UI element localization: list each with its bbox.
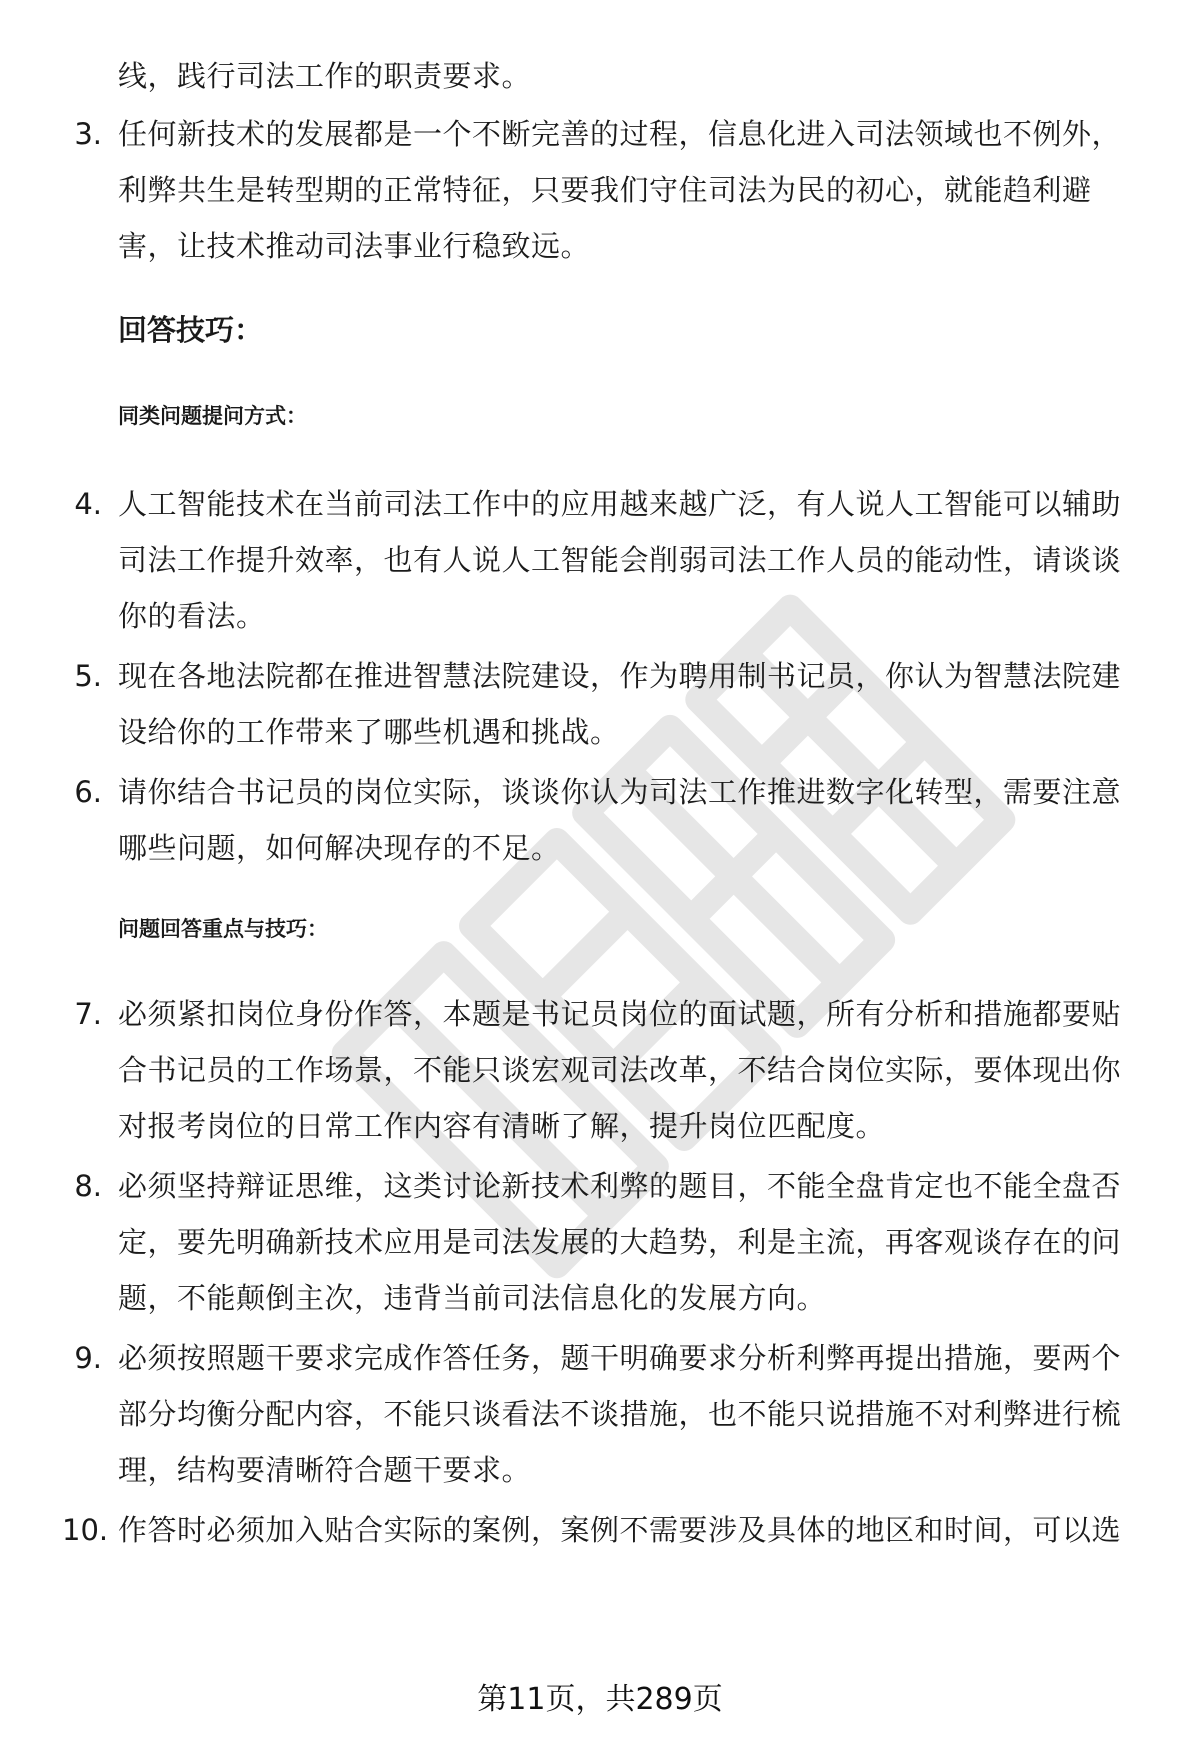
list-item-text: 设给你的工作带来了哪些机遇和挑战。 [118, 715, 620, 749]
list-item-text: 任何新技术的发展都是一个不断完善的过程，信息化进入司法领域也不例外， [118, 117, 1122, 151]
subheading-key-points: 问题回答重点与技巧： [118, 917, 328, 941]
section-heading-answer-tips: 回答技巧： [118, 313, 264, 347]
list-item-text: 利弊共生是转型期的正常特征，只要我们守住司法为民的初心，就能趋利避 [118, 173, 1092, 207]
list-item-text: 题，不能颠倒主次，违背当前司法信息化的发展方向。 [118, 1281, 827, 1315]
list-item-text: 害，让技术推动司法事业行稳致远。 [118, 229, 591, 263]
list-item-number: 10. [62, 1513, 109, 1547]
list-item-number: 8. [74, 1169, 102, 1203]
list-item-number: 9. [74, 1341, 102, 1375]
continuation-line: 线，践行司法工作的职责要求。 [118, 59, 532, 93]
list-item-number: 6. [74, 775, 102, 809]
list-item-text: 你的看法。 [118, 599, 266, 633]
list-item-text: 现在各地法院都在推进智慧法院建设，作为聘用制书记员，你认为智慧法院建 [118, 659, 1122, 693]
list-item-text: 必须坚持辩证思维，这类讨论新技术利弊的题目，不能全盘肯定也不能全盘否 [118, 1169, 1122, 1203]
list-item-text: 必须紧扣岗位身份作答，本题是书记员岗位的面试题，所有分析和措施都要贴 [118, 997, 1122, 1031]
list-item-text: 必须按照题干要求完成作答任务，题干明确要求分析利弊再提出措施，要两个 [118, 1341, 1122, 1375]
subheading-similar-questions: 同类问题提问方式： [118, 404, 307, 428]
list-item-text: 理，结构要清晰符合题干要求。 [118, 1453, 532, 1487]
list-item-text: 人工智能技术在当前司法工作中的应用越来越广泛，有人说人工智能可以辅助 [118, 487, 1122, 521]
list-item-text: 请你结合书记员的岗位实际，谈谈你认为司法工作推进数字化转型，需要注意 [118, 775, 1122, 809]
list-item-text: 司法工作提升效率，也有人说人工智能会削弱司法工作人员的能动性，请谈谈 [118, 543, 1122, 577]
list-item-number: 4. [74, 487, 102, 521]
list-item-text: 定，要先明确新技术应用是司法发展的大趋势，利是主流，再客观谈存在的问 [118, 1225, 1122, 1259]
list-item-text: 部分均衡分配内容，不能只谈看法不谈措施，也不能只说措施不对利弊进行梳 [118, 1397, 1122, 1431]
list-item-number: 7. [74, 997, 102, 1031]
list-item-text: 哪些问题，如何解决现存的不足。 [118, 831, 561, 865]
list-item-text: 合书记员的工作场景，不能只谈宏观司法改革，不结合岗位实际，要体现出你 [118, 1053, 1122, 1087]
page-number-footer: 第11页，共289页 [477, 1682, 723, 1717]
list-item-text: 对报考岗位的日常工作内容有清晰了解，提升岗位匹配度。 [118, 1109, 886, 1143]
list-item-number: 5. [74, 659, 102, 693]
list-item-number: 3. [74, 117, 102, 151]
list-item-text: 作答时必须加入贴合实际的案例，案例不需要涉及具体的地区和时间，可以选 [118, 1513, 1122, 1547]
